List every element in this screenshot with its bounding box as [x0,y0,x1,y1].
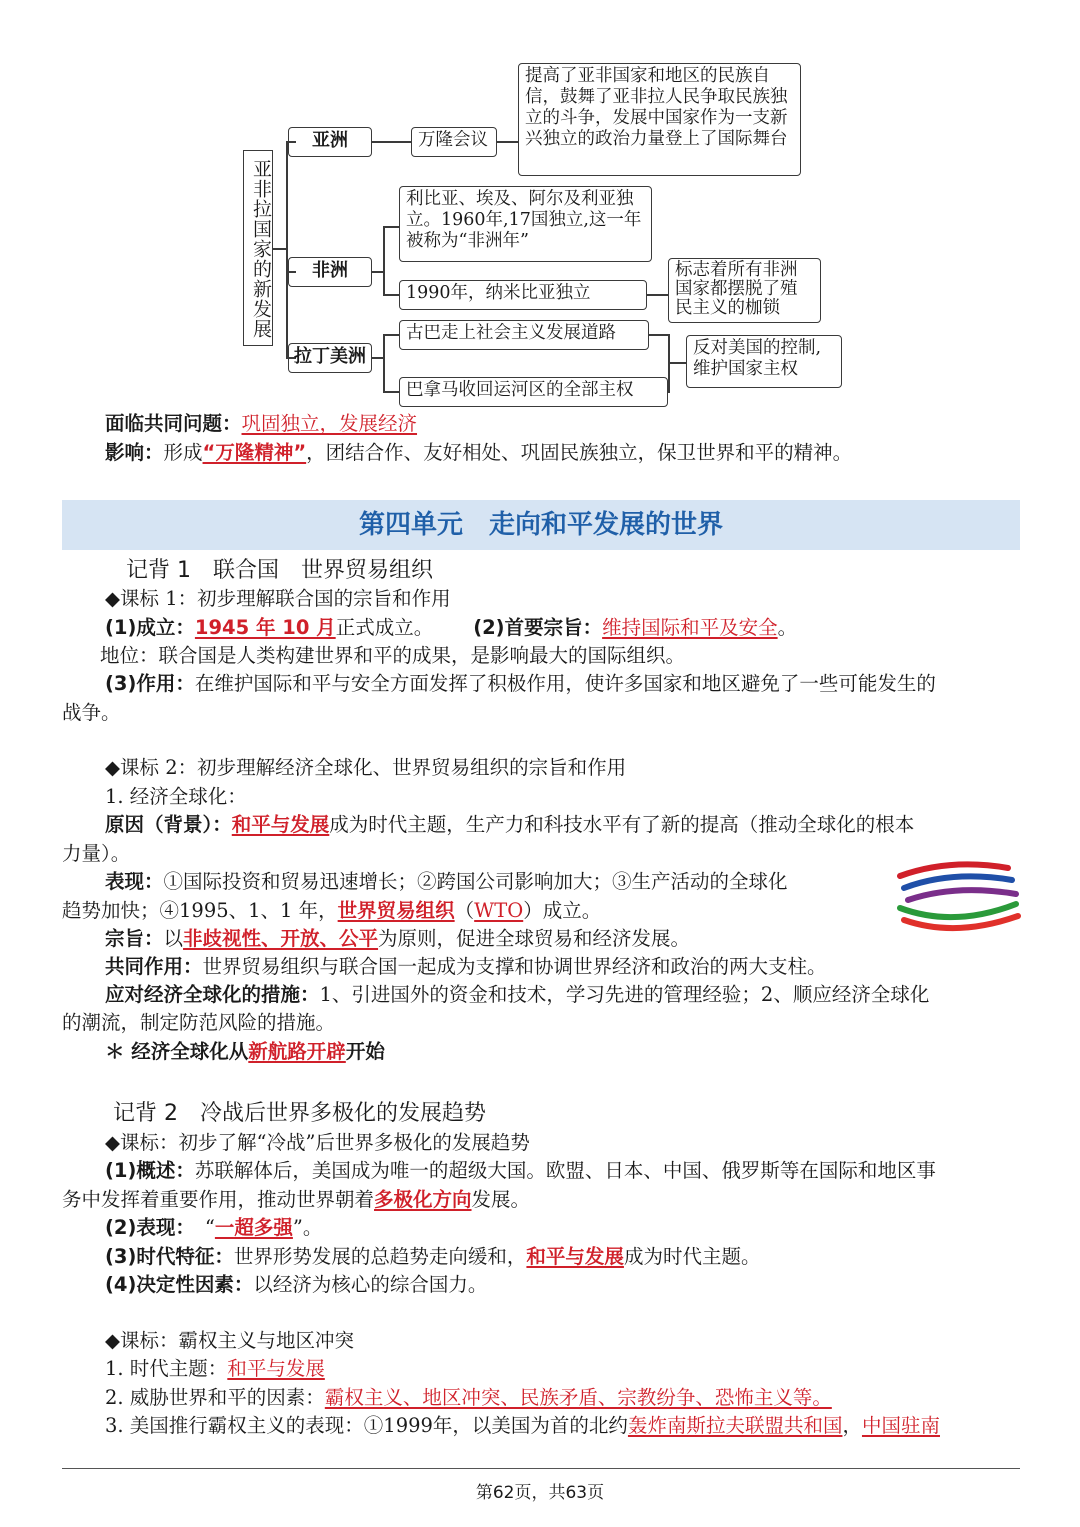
wto-aim-line: 宗旨：以非歧视性、开放、公平为原则，促进全球贸易和经济发展。 [105,927,691,950]
latam-event2-node: 巴拿马收回运河区的全部主权 [399,377,668,407]
asia-result-node: 提高了亚非国家和地区的民族自信，鼓舞了亚非拉人民争取民族独立的斗争，发展中国家作为一支新兴独立的政治力量登上了国际舞台 [518,63,801,176]
un-role-line2: 战争。 [62,701,121,724]
section2-standard: ◆课标：初步了解“冷战”后世界多极化的发展趋势 [105,1131,530,1154]
page-number: 第62页，共63页 [475,1483,605,1503]
joint-role-line: 共同作用：世界贸易组织与联合国一起成为支撑和协调世界经济和政治的两大支柱。 [105,955,827,978]
africa-result-node: 标志着所有非洲国家都摆脱了殖民主义的枷锁 [668,258,821,323]
performance-line1: 表现：①国际投资和贸易迅速增长；②跨国公司影响加大；③生产活动的全球化 [105,870,788,893]
standard1-line: ◆课标 1：初步理解联合国的宗旨和作用 [105,587,451,610]
un-founding-line: (1)成立：1945 年 10 月正式成立。 (2)首要宗旨：维持国际和平及安全。 [105,616,798,639]
decisive-factor-line: (4)决定性因素：以经济为核心的综合国力。 [105,1273,488,1296]
common-problem-line: 面临共同问题：巩固独立，发展经济 [105,412,418,435]
influence-line: 影响：形成“万隆精神”，团结合作、友好相处、巩固民族独立，保卫世界和平的精神。 [105,441,853,464]
latam-event1-node: 古巴走上社会主义发展道路 [399,320,649,350]
globalization-note: ＊ 经济全球化从新航路开辟开始 [105,1040,385,1063]
concept-line1: (1)概述：苏联解体后，美国成为唯一的超级大国。欧盟、日本、中国、俄罗斯等在国际和地区事 [105,1159,936,1182]
africa-node: 非洲 [288,257,372,287]
africa-event2-node: 1990年，纳米比亚独立 [399,280,647,310]
africa-event1-node: 利比亚、埃及、阿尔及利亚独立。1960年,17国独立,这一年被称为“非洲年” [399,186,652,262]
latam-node: 拉丁美洲 [288,343,372,373]
measure-line2: 的潮流，制定防范风险的措施。 [62,1011,336,1034]
reason-line1: 原因（背景）：和平与发展成为时代主题，生产力和科技水平有了新的提高（推动全球化的根本 [105,813,915,836]
concept-line2: 务中发挥着重要作用，推动世界朝着多极化方向发展。 [62,1188,531,1211]
era-feature-line: (3)时代特征：世界形势发展的总趋势走向缓和，和平与发展成为时代主题。 [105,1245,761,1268]
hegemony-item3: 3. 美国推行霸权主义的表现：①1999年，以美国为首的北约轰炸南斯拉夫联盟共和国，中国驻南 [105,1414,940,1437]
diagram-root: 亚非拉国家的新发展 [243,150,273,346]
measure-line1: 应对经济全球化的措施：1、引进国外的资金和技术，学习先进的管理经验；2、顺应经济全球化 [105,983,930,1006]
un-role-line1: (3)作用：在维护国际和平与安全方面发挥了积极作用，使许多国家和地区避免了一些可能发生的 [105,672,936,695]
bandung-conference-node: 万隆会议 [411,127,497,157]
standard2-line: ◆课标 2：初步理解经济全球化、世界贸易组织的宗旨和作用 [105,756,627,779]
multipolar-performance-line: (2)表现： “一超多强”。 [105,1216,323,1239]
section1-heading: 记背 1 联合国 世界贸易组织 [126,558,433,583]
un-status-line: 地位：联合国是人类构建世界和平的成果，是影响最大的国际组织。 [100,644,686,667]
footer-divider [62,1468,1020,1469]
hegemony-item2: 2. 威胁世界和平的因素：霸权主义、地区冲突、民族矛盾、宗教纷争、恐怖主义等。 [105,1386,832,1409]
performance-line2: 趋势加快；④1995、1、1 年，世界贸易组织（WTO）成立。 [62,899,602,922]
asia-node: 亚洲 [288,127,372,157]
reason-line2: 力量）。 [62,842,131,865]
unit-title-banner: 第四单元 走向和平发展的世界 [62,500,1020,550]
globalization-title: 1. 经济全球化： [105,785,247,808]
hegemony-item1: 1. 时代主题：和平与发展 [105,1357,325,1380]
section2-heading: 记背 2 冷战后世界多极化的发展趋势 [113,1101,486,1126]
hegemony-standard: ◆课标：霸权主义与地区冲突 [105,1329,354,1352]
latam-result-node: 反对美国的控制,维护国家主权 [686,335,842,388]
common-problem-answer: 巩固独立，发展经济 [241,412,418,435]
